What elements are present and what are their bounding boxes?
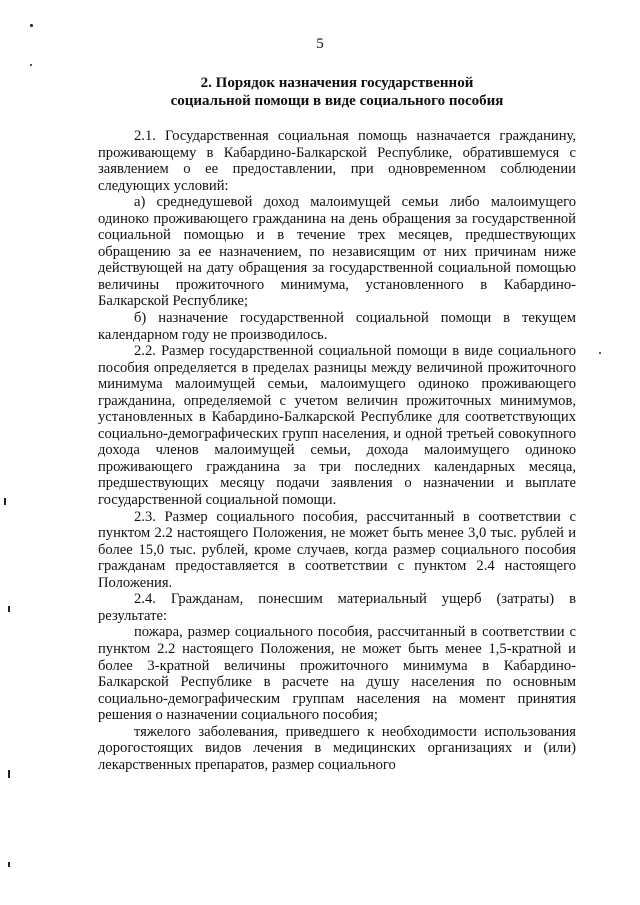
paragraph-2-4: 2.4. Гражданам, понесшим материальный ущерб (затраты) в результате: (98, 591, 576, 624)
scan-speck (30, 24, 33, 27)
document-body (98, 128, 576, 773)
section-heading-line-2: социальной помощи в виде социального пособия (170, 93, 504, 109)
paragraph-2-4-illness: тяжелого заболевания, приведшего к необходимости использования дорогостоящих видов лечения в медицинских организациях и (или) лекарственных препаратов, размер социального (98, 723, 576, 773)
scan-speck (8, 606, 10, 612)
scan-speck (599, 352, 601, 354)
scan-speck (8, 862, 10, 867)
scan-speck (8, 770, 10, 778)
paragraph-2-1: 2.1. Государственная социальная помощь назначается гражданину, проживающему в Кабардино-Балкарской Республике, обратившемуся с заявлением о ее предоставлении, при одновременном соблюдении следующих условий: (98, 128, 576, 194)
scan-speck (4, 498, 6, 505)
scan-speck (30, 64, 32, 66)
paragraph-2-2: 2.2. Размер государственной социальной помощи в виде социального пособия определяется в пределах разницы между величиной прожиточного минимума малоимущей семьи, малоимущего одиноко проживающего гражданина, определяемой с учетом величин прожиточных минимумов, установленных в Кабардино-Балкарской Республике для соответствующих социально-демографических групп населения, и одной третьей совокупного дохода членов малоимущей семьи, дохода малоимущего одиноко проживающего гражданина за три последних календарных месяца, предшествующих месяцу подачи заявления о назначении и выплате государственной социальной помощи. (98, 343, 576, 509)
paragraph-2-4-fire: пожара, размер социального пособия, рассчитанный в соответствии с пунктом 2.2 настоящего Положения, не может быть менее 1,5-кратной и более 3-кратной величины прожиточного минимума в Кабардино-Балкарской Республике в расчете на душу населения по основным социально-демографическим группам населения на момент принятия решения о назначении социального пособия; (98, 624, 576, 724)
paragraph-2-3: 2.3. Размер социального пособия, рассчитанный в соответствии с пунктом 2.2 настоящего Положения, не может быть менее 3,0 тыс. рублей и более 15,0 тыс. рублей, кроме случаев, когда размер социального пособия гражданам предоставляется в соответствии с пунктом 2.4 настоящего Положения. (98, 508, 576, 591)
paragraph-2-1-b: б) назначение государственной социальной помощи в текущем календарном году не производилось. (98, 310, 576, 343)
paragraph-2-1-a: а) среднедушевой доход малоимущей семьи либо малоимущего одиноко проживающего гражданина на день обращения за государственной социальной помощью и в течение трех месяцев, предшествующих обращению за ее назначением, по независящим от них причинам ниже действующей на дату обращения за государственной социальной помощью величины прожиточного минимума, установленного в Кабардино-Балкарской Республике; (98, 194, 576, 310)
page-number: 5 (316, 36, 324, 52)
section-heading (98, 74, 576, 110)
section-heading-line-1: 2. Порядок назначения государственной (200, 75, 474, 91)
